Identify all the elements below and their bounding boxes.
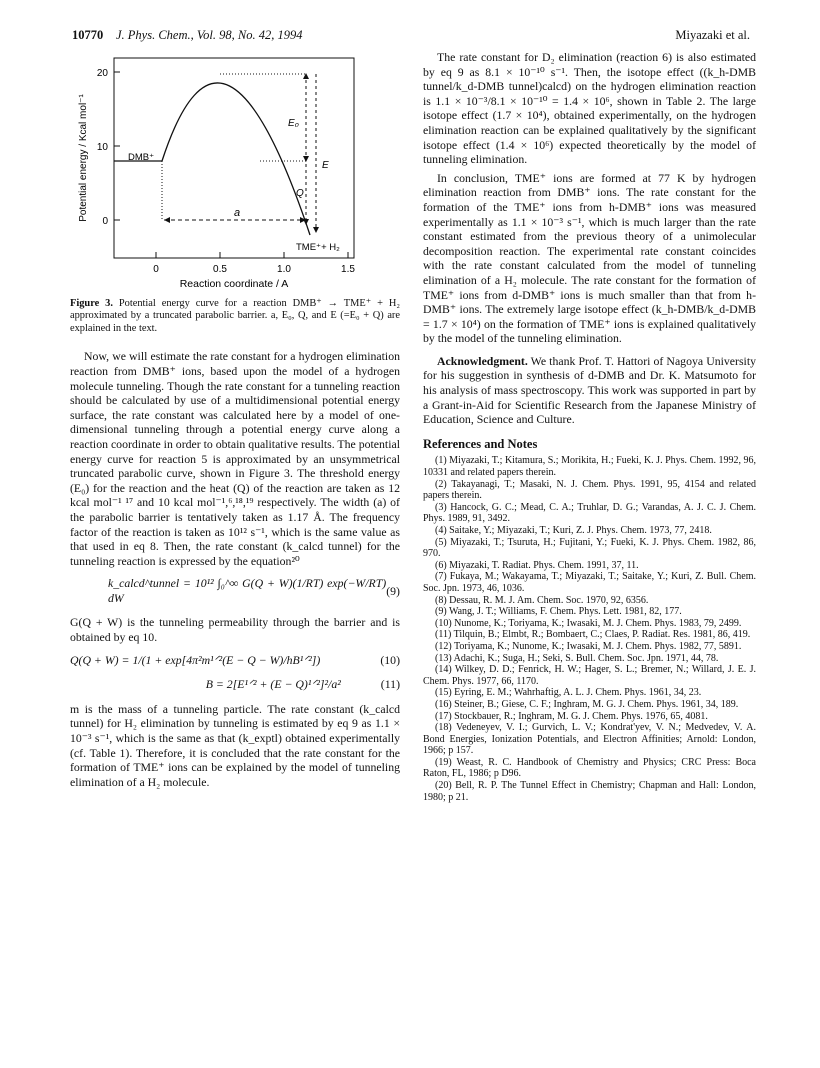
arrow-left-icon [164,217,170,223]
reference-item: (8) Dessau, R. M. J. Am. Chem. Soc. 1970, 92, 6356. [435,594,649,606]
x-tick-label: 0.5 [213,264,227,275]
reference-item: (5) Miyazaki, T.; Tsuruta, H.; Fujitani, Y.; Fueki, K. J. Phys. Chem. 1982, 86, 970. [423,536,756,560]
equation-10 [70,653,400,668]
references-heading: References and Notes [423,436,538,451]
arrow-up-icon [303,73,309,79]
equation-11 [70,677,400,692]
paragraph: m is the mass of a tunneling particle. The rate constant (k_calcd tunnel) for H₂ elimination by tunneling is estimated by eq 9 as 1.1 × 10⁻³ s⁻¹, which is the same as that (k_exptl) obtained experimentally (cf. Table 1). Therefore, it is concluded that the rate constant for the formation of TME⁺ ions can be explained by the model of tunneling elimination of a H₂ molecule. [70,701,400,789]
references-list [423,455,756,803]
journal-citation: J. Phys. Chem., Vol. 98, No. 42, 1994 [116,28,303,42]
left-column [70,50,400,793]
equation-text: B = 2[E¹ᐟ² + (E − Q)¹ᐟ²]²/a² [205,677,341,692]
figure-caption [70,298,400,336]
page-header [0,28,820,48]
reference-item: (13) Adachi, K.; Suga, H.; Seki, S. Bull. Chem. Soc. Jpn. 1971, 44, 78. [435,652,719,664]
right-column [423,50,756,803]
reference-item: (14) Wilkey, D. D.; Fenrick, H. W.; Hager, S. L.; Bremer, N.; Willard, J. E. J. Chem. Phys. 1977, 66, 1170. [423,664,756,687]
reference-item: (6) Miyazaki, T. Radiat. Phys. Chem. 1991, 37, 11. [435,559,639,571]
reference-item: (11) Tilquin, B.; Elmbt, R.; Bombaert, C.; Claes, P. Radiat. Res. 1981, 86, 419. [435,629,751,641]
ack-text: We thank Prof. T. Hattori of Nagoya University for his suggestion in synthesis of d-DMB and Dr. K. Matsumoto for his analysis of mass spectroscopy. This work was supported in part by a Grant-in-Aid for Scientific Research from the Japanese Ministry of Education, Science and Culture. [423,353,756,427]
equation-number: (10) [380,652,400,667]
reference-item: (16) Steiner, B.; Giese, C. F.; Inghram, M. G. J. Chem. Phys. 1961, 34, 189. [435,698,739,710]
e-label: E [322,160,329,171]
reference-item: (4) Saitake, Y.; Miyazaki, T.; Kuri, Z. J. Phys. Chem. 1973, 77, 2418. [435,525,712,536]
paragraph: In conclusion, TME⁺ ions are formed at 77 K by hydrogen elimination reaction from DMB⁺ ions. The rate constant for the formation of the TME⁺ ions from h-DMB⁺ ions was measured experimentally as 1.1 × 10⁻³ s⁻¹, which is much larger than the rate constant estimated from the previous theory of a unimolecular decomposition reaction. The experimental rate constant coincides with the rate constant calculated from the model of tunneling elimination of a H₂ molecule. The rate constant for the formation of TME⁺ ions from d-DMB⁺ ions is much smaller than that from h-DMB⁺ ions. The extremely large isotope effect (k_h-DMB/k_d-DMB = 1.7 × 10⁴) on the formation of TME⁺ ions is explained qualitatively by the model of the tunneling elimination. [423,170,756,346]
caption-label: Figure 3. [70,297,113,309]
reference-item: (20) Bell, R. P. The Tunnel Effect in Chemistry; Chapman and Hall: London, 1980; p 21. [423,780,756,803]
caption-text: Potential energy curve for a reaction DMB⁺ → TME⁺ + H₂ approximated by a truncated parabolic barrier. a, E₀, Q, and E (=E₀ + Q) are explained in the text. [70,297,400,334]
x-axis-label: Reaction coordinate / A [179,278,289,290]
reference-item: (1) Miyazaki, T.; Kitamura, S.; Morikita, H.; Fueki, K. J. Phys. Chem. 1992, 96, 10331 and related papers therein. [423,455,756,479]
reference-item: (18) Vedeneyev, V. I.; Gurvich, L. V.; Kondrat'yev, V. N.; Medvedev, V. A. Bond Energies, Ionization Potentials, and Electron Affinities; Arnold: London, 1966; p 157. [423,722,756,757]
reference-item: (2) Takayanagi, T.; Masaki, N. J. Chem. Phys. 1991, 95, 4154 and related papers therein. [423,478,756,502]
equation-number: (9) [386,583,400,598]
dmb-label: DMB⁺ [128,152,155,163]
equation-9 [70,576,400,605]
reference-item: (12) Toriyama, K.; Nunome, K.; Iwasaki, M. J. Chem. Phys. 1982, 77, 5891. [435,640,742,652]
reference-item: (17) Stockbauer, R.; Inghram, M. G. J. Chem. Phys. 1976, 65, 4081. [435,710,708,722]
arrow-down-icon [303,156,309,162]
acknowledgment [423,354,756,427]
reference-item: (3) Hancock, G. C.; Mead, C. A.; Truhlar, D. G.; Varandas, A. J. C. J. Chem. Phys. 1989, 91, 3492. [423,501,756,525]
y-tick-label: 20 [96,68,108,79]
paragraph: Now, we will estimate the rate constant for a hydrogen elimination reaction from DMB⁺ ions, based upon the model of a hydrogen molecule tunneling. Though the rate constant for a tunneling reaction should be calculated by use of a multidimensional potential energy surface, the rate constant was calculated here by a model of one-dimensional tunneling through a potential energy curve along a reaction coordinate in order to obtain qualitative results. The potential energy curve for reaction 5 is approximated by an unsymmetrical truncated parabolic curve, shown in Figure 3. The threshold energy (E₀) for the reaction and the heat (Q) of the reaction are taken as 12 kcal mol⁻¹ ¹⁷ and 10 kcal mol⁻¹,⁶,¹⁸,¹⁹ respectively. The width (a) of the parabolic barrier is tentatively taken as 1.17 Å. The frequency factor of the reaction is taken as 10¹² s⁻¹, which is the same value as that used in eq 8. Then, the rate constant (k_calcd tunnel) for the tunneling reaction is expressed by the equation²⁰ [70,349,400,568]
y-axis-label: Potential energy / Kcal mol⁻¹ [78,94,89,222]
potential-energy-figure [70,54,400,292]
reference-item: (19) Weast, R. C. Handbook of Chemistry and Physics; CRC Press: Boca Raton, FL, 1986; p D96. [423,756,756,780]
reference-item: (15) Eyring, E. M.; Wahrhaftig, A. L. J. Chem. Phys. 1961, 34, 23. [435,687,702,699]
x-tick-label: 0 [153,264,159,275]
paragraph: The rate constant for D₂ elimination (reaction 6) is also estimated by eq 9 as 8.1 × 10⁻¹⁰ s⁻¹. Then, the isotope effect ((k_h-DMB tunnel/k_d-DMB tunnel)calcd) on the hydrogen elimination reaction is 1.1 × 10⁻³/8.1 × 10⁻¹⁰ = 1.4 × 10⁶, shown in Table 2. The large isotope effect (1.7 × 10⁴), obtained experimentally, on the hydrogen elimination reaction can be explained qualitatively by the significant isotope effect (1.4 × 10⁶) expected theoretically by the model of tunneling elimination. [423,50,756,167]
paragraph: G(Q + W) is the tunneling permeability through the barrier and is obtained by eq 10. [70,615,400,645]
reference-item: (7) Fukaya, M.; Wakayama, T.; Miyazaki, T.; Saitake, Y.; Kuri, Z. Bull. Chem. Soc. Jpn. 1973, 46, 1036. [423,571,756,594]
reference-item: (10) Nunome, K.; Toriyama, K.; Iwasaki, M. J. Chem. Phys. 1983, 79, 2499. [435,617,742,629]
page-number: 10770 [72,28,104,42]
equation-text: Q(Q + W) = 1/(1 + exp[4π²m¹ᐟ²(E − Q − W)/hB¹ᐟ²]) [70,652,321,667]
y-tick-label: 0 [102,216,108,227]
x-tick-label: 1.0 [277,264,291,275]
equation-number: (11) [380,677,400,692]
x-tick-label: 1.5 [341,264,355,275]
tme-label: TME⁺+ H₂ [296,242,340,253]
q-label: Q [296,188,304,199]
y-tick-label: 10 [96,142,108,153]
equation-text: k_calcd^tunnel = 10¹² ∫₀^∞ G(Q + W)(1/RT) exp(−W/RT) dW [108,576,387,605]
e0-label: E₀ [288,118,299,129]
a-label: a [234,207,241,219]
reference-item: (9) Wang, J. T.; Williams, F. Chem. Phys. Lett. 1981, 82, 177. [435,606,682,618]
running-authors: Miyazaki et al. [675,28,750,42]
ack-label: Acknowledgment. [437,353,528,368]
arrow-down-icon [313,227,319,233]
